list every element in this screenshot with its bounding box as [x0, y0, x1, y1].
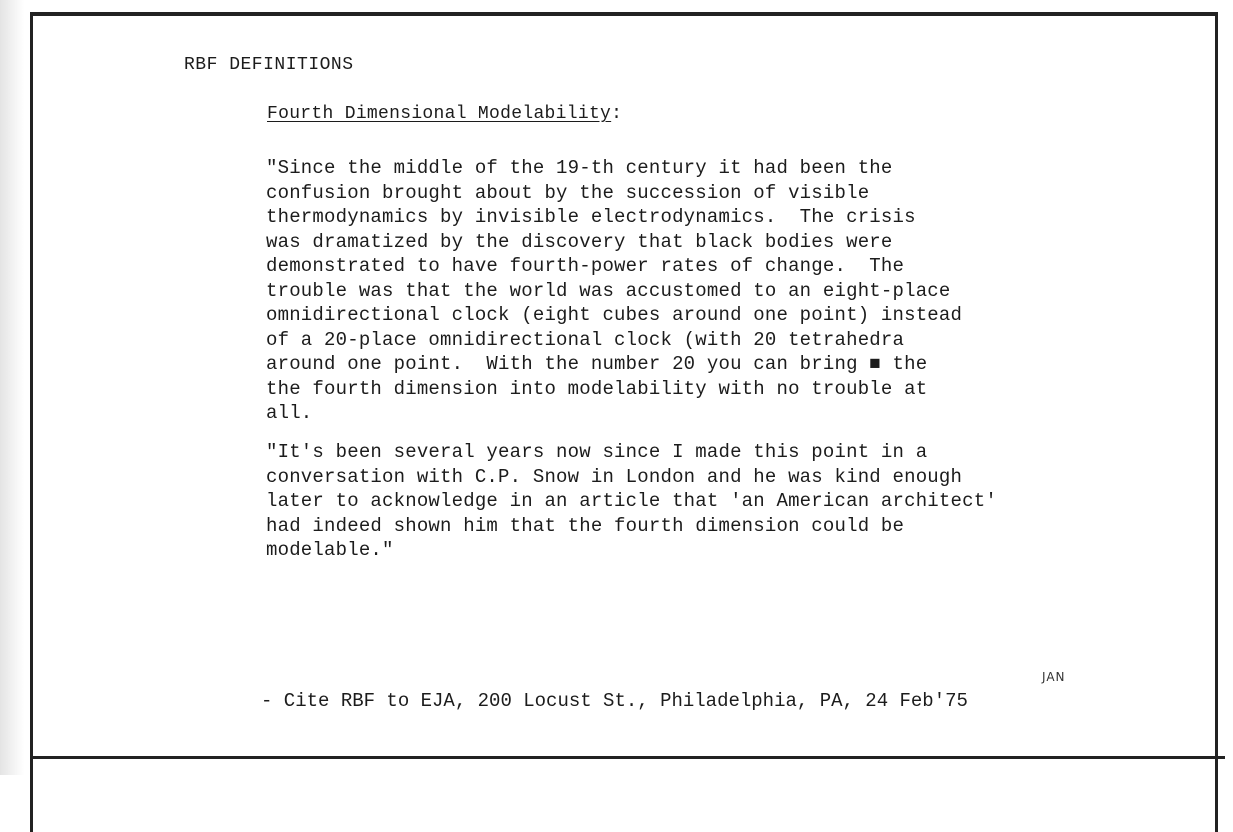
- handwritten-correction: JAN: [1042, 670, 1066, 684]
- document-heading: RBF DEFINITIONS: [184, 55, 354, 75]
- definition-term-text: Fourth Dimensional Modelability: [267, 104, 612, 124]
- definition-term: [267, 104, 622, 124]
- scan-edge-shadow: [0, 0, 24, 775]
- definition-term-colon: :: [611, 104, 623, 124]
- quote-paragraph-1: "Since the middle of the 19-th century it had been the confusion brought about by the succession of visible thermodynamics by invisible electrodynamics. The crisis was dramatized by the discovery that black bodies were demonstrated to have fourth-power rates of change. The trouble was that the world was accustomed to an eight-place omnidirectional clock (eight cubes around one point) instead of a 20-place omnidirectional clock (with 20 tetrahedra around one point. With the number 20 you can bring ■ the the fourth dimension into modelability with no trouble at all.: [266, 157, 963, 424]
- citation-line: - Cite RBF to EJA, 200 Locust St., Philadelphia, PA, 24 Feb'75: [261, 690, 968, 712]
- card-bottom-rule: [30, 756, 1225, 759]
- quote-paragraph-2: "It's been several years now since I made this point in a conversation with C.P. Snow in London and he was kind enough later to acknowledge in an article that 'an American architect' had indeed shown him that the fourth dimension could be modelable.": [266, 441, 997, 561]
